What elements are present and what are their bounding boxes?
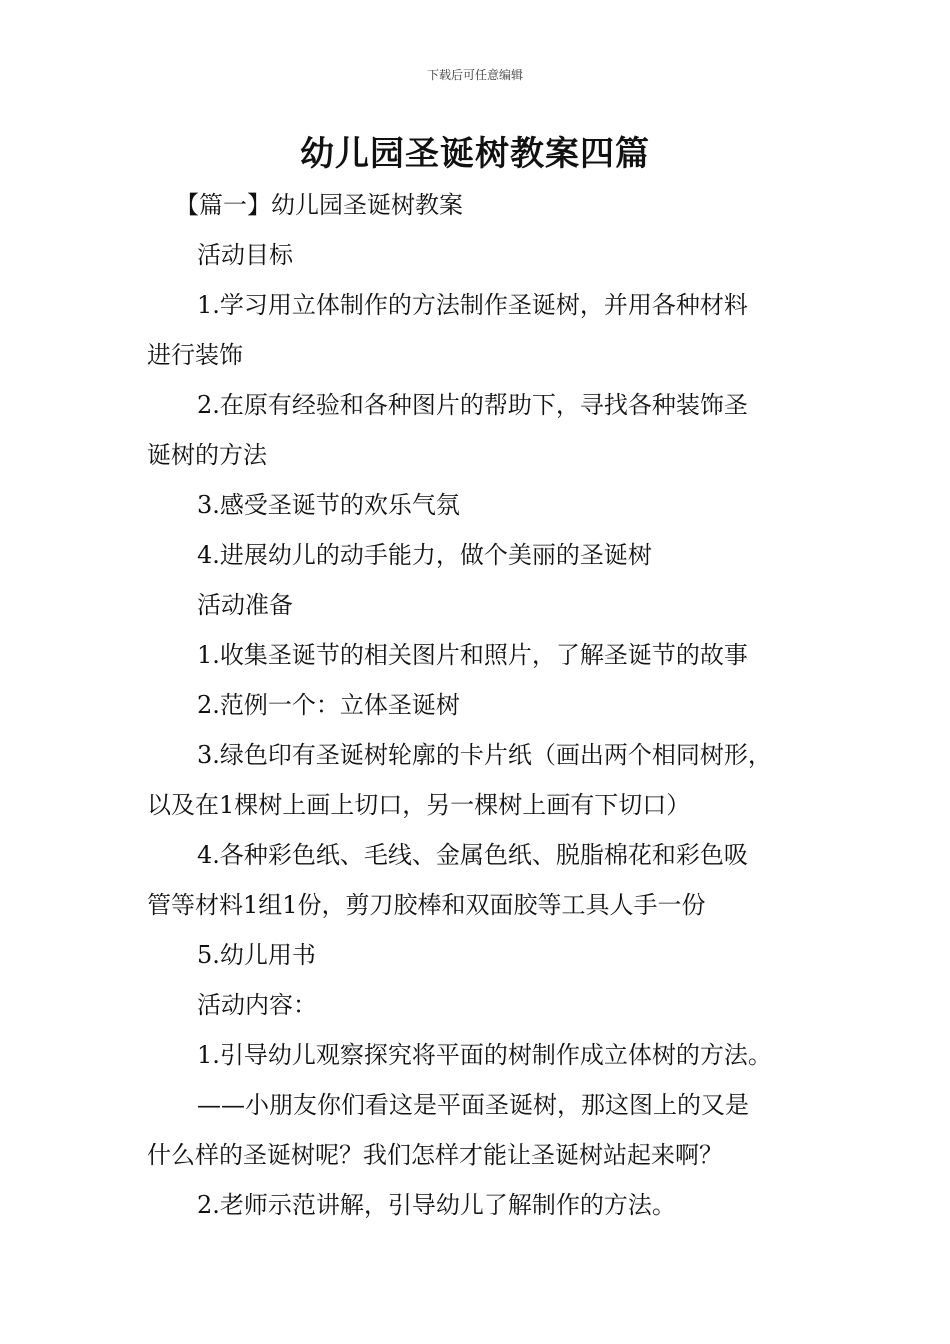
paragraph-line: 3.绿色印有圣诞树轮廓的卡片纸（画出两个相同树形， — [197, 741, 772, 769]
paragraph-line: 2.老师示范讲解，引导幼儿了解制作的方法。 — [197, 1191, 676, 1219]
paragraph-line: 活动准备 — [197, 591, 293, 619]
paragraph-line: 活动目标 — [197, 241, 293, 269]
document-body — [147, 180, 817, 1230]
paragraph-line: 以及在1棵树上画上切口，另一棵树上画有下切口） — [147, 791, 691, 819]
paragraph-line: 3.感受圣诞节的欢乐气氛 — [197, 491, 460, 519]
paragraph-line: 活动内容： — [197, 991, 317, 1019]
paragraph-line: 诞树的方法 — [147, 441, 267, 469]
paragraph-line: 1.收集圣诞节的相关图片和照片，了解圣诞节的故事 — [197, 641, 748, 669]
paragraph-line: 4.进展幼儿的动手能力，做个美丽的圣诞树 — [197, 541, 652, 569]
paragraph-line: 2.在原有经验和各种图片的帮助下，寻找各种装饰圣 — [197, 391, 748, 419]
paragraph-line: 2.范例一个：立体圣诞树 — [197, 691, 460, 719]
paragraph-line: 5.幼儿用书 — [197, 941, 316, 969]
paragraph-line: 1.引导幼儿观察探究将平面的树制作成立体树的方法。 — [197, 1041, 772, 1069]
paragraph-line: 4.各种彩色纸、毛线、金属色纸、脱脂棉花和彩色吸 — [197, 841, 748, 869]
paragraph-line: 什么样的圣诞树呢？我们怎样才能让圣诞树站起来啊？ — [147, 1141, 723, 1169]
paragraph-line: 进行装饰 — [147, 341, 243, 369]
document-title: 幼儿园圣诞树教案四篇 — [300, 134, 650, 174]
paragraph-line: 1.学习用立体制作的方法制作圣诞树，并用各种材料 — [197, 291, 748, 319]
paragraph-line: 管等材料1组1份，剪刀胶棒和双面胶等工具人手一份 — [147, 891, 706, 919]
section-heading: 【篇一】幼儿园圣诞树教案 — [175, 191, 463, 219]
paragraph-line: ——小朋友你们看这是平面圣诞树，那这图上的又是 — [197, 1091, 749, 1119]
header-note: 下载后可任意编辑 — [426, 68, 523, 82]
